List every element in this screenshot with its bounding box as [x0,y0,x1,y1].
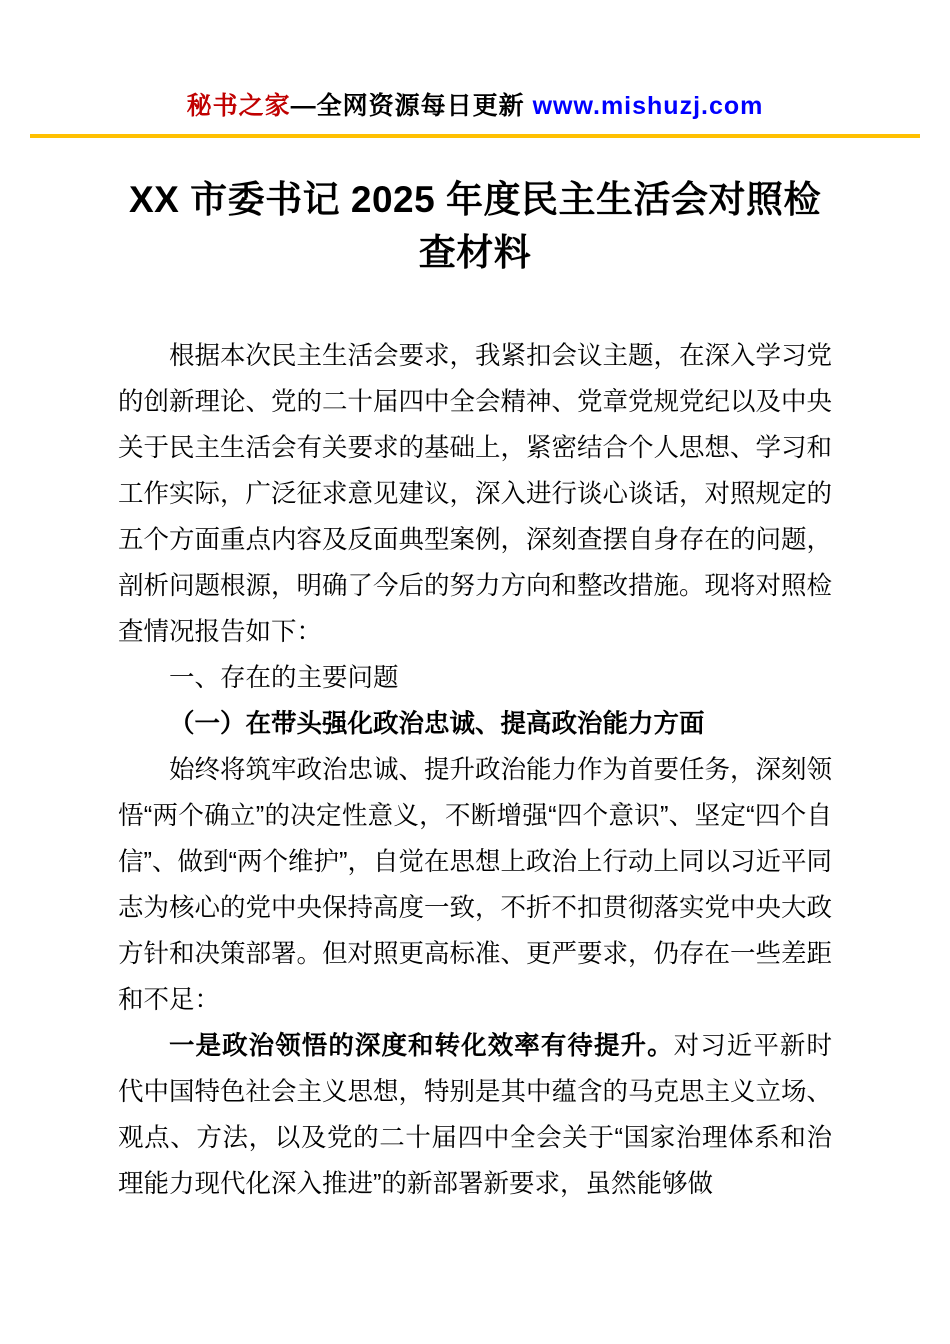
section-title-text: 一、存在的主要问题 [169,664,399,693]
page-header [0,0,950,122]
site-url-link[interactable]: www.mishuzj.com [532,92,764,120]
paragraph-political-loyalty-body [118,747,832,1023]
subsection-heading-political-loyalty [118,701,832,747]
header-divider-rule [30,134,920,138]
document-title: XX 市委书记 2025 年度民主生活会对照检查材料 [128,179,821,273]
paragraph-issue-one-text: 对习近平新时代中国特色社会主义思想，特别是其中蕴含的马克思主义立场、观点、方法，以及党的二十届四中全会关于“国家治理体系和治理能力现代化深入推进”的新部署新要求，虽然能够做 [118,1032,833,1199]
subsection-heading-text: （一）在带头强化政治忠诚、提高政治能力方面 [169,710,705,739]
paragraph-issue-one [118,1023,832,1207]
site-tagline: —全网资源每日更新 [290,92,533,120]
site-brand: 秘书之家 [186,92,291,120]
paragraph-political-loyalty-text: 始终将筑牢政治忠诚、提升政治能力作为首要任务，深刻领悟“两个确立”的决定性意义，不断增强“四个意识”、坚定“四个自信”、做到“两个维护”，自觉在思想上政治上行动上同以习近平同志为核心的党中央保持高度一致，不折不扣贯彻落实党中央大政方针和决策部署。但对照更高标准、更严要求，仍存在一些差距和不足： [118,756,833,1015]
document-body [118,333,832,1207]
paragraph-issue-one-lead: 一是政治领悟的深度和转化效率有待提升。 [169,1032,674,1061]
paragraph-intro-text: 根据本次民主生活会要求，我紧扣会议主题，在深入学习党的创新理论、党的二十届四中全会精神、党章党规党纪以及中央关于民主生活会有关要求的基础上，紧密结合个人思想、学习和工作实际，广泛征求意见建议，深入进行谈心谈话，对照规定的五个方面重点内容及反面典型案例，深刻查摆自身存在的问题，剖析问题根源，明确了今后的努力方向和整改措施。现将对照检查情况报告如下： [118,342,833,647]
section-title-main-problems [118,655,832,701]
paragraph-intro [118,333,832,655]
document-page [118,174,832,1207]
